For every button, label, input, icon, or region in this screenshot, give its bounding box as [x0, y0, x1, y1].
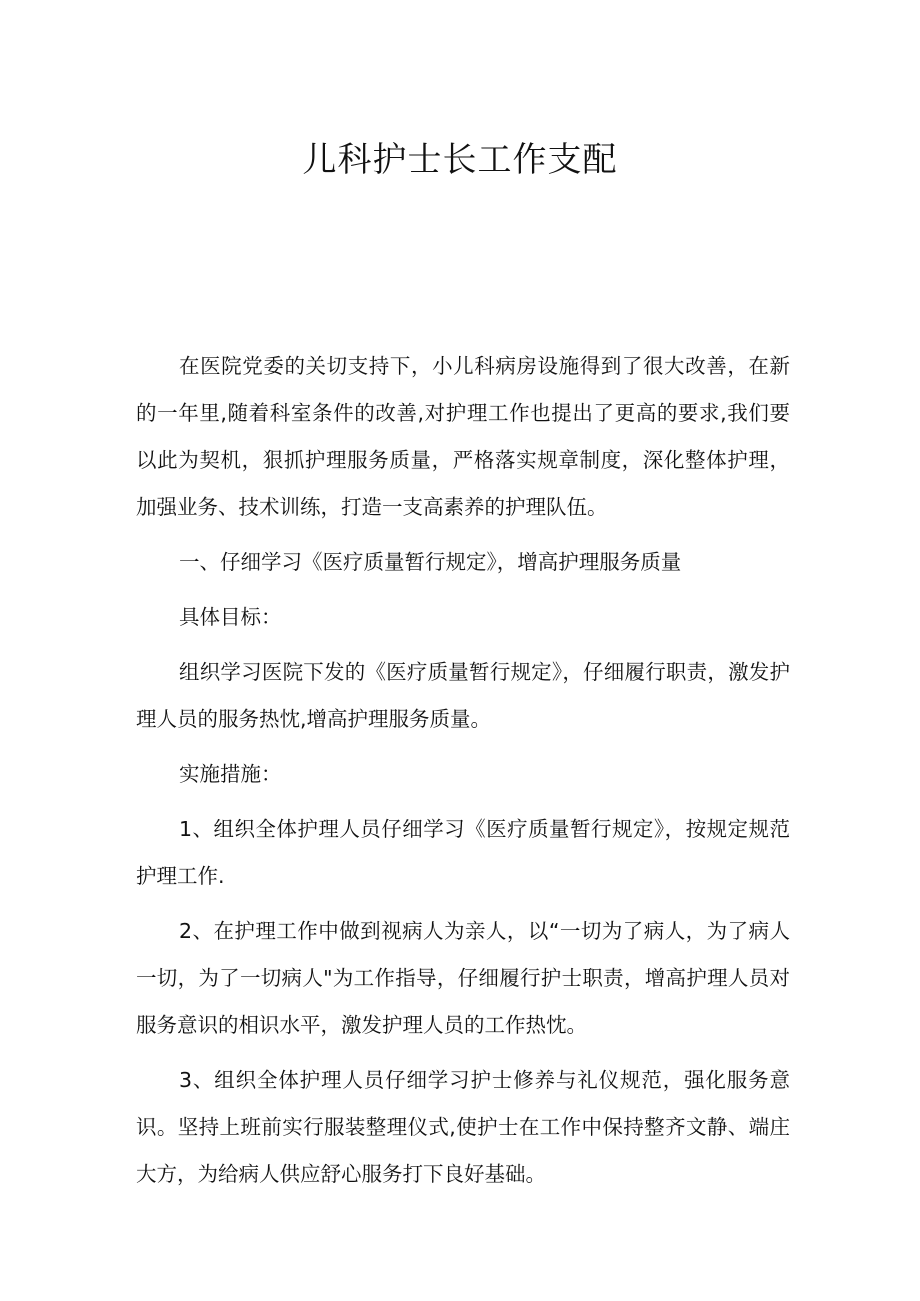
subheading-measures: 实施措施：: [179, 762, 282, 786]
measure-item-2: 2、在护理工作中做到视病人为亲人，以“一切为了病人，为了病人一切，为了一切病人"为工作指导，仔细履行护士职责，增高护理人员对服务意识的相识水平，激发护理人员的工作热忱。: [136, 919, 790, 1037]
document-title: 儿科护士长工作支配: [302, 140, 618, 180]
section-heading-1: 一、仔细学习《医疗质量暂行规定》，增高护理服务质量: [179, 550, 682, 574]
goals-paragraph: 组织学习医院下发的《医疗质量暂行规定》，仔细履行职责，激发护理人员的服务热忱,增高护理服务质量。: [136, 660, 790, 731]
measure-item-1: 1、组织全体护理人员仔细学习《医疗质量暂行规定》，按规定规范护理工作.: [136, 817, 790, 888]
subheading-goals: 具体目标：: [179, 605, 282, 629]
measure-item-3: 3、组织全体护理人员仔细学习护士修养与礼仪规范，强化服务意识。坚持上班前实行服装整理仪式,使护士在工作中保持整齐文静、端庄大方，为给病人供应舒心服务打下良好基础。: [136, 1068, 790, 1186]
document-body: [136, 343, 790, 1198]
intro-paragraph: 在医院党委的关切支持下，小儿科病房设施得到了很大改善，在新的一年里,随着科室条件的改善,对护理工作也提出了更高的要求,我们要以此为契机，狠抓护理服务质量，严格落实规章制度，深化整体护理，加强业务、技术训练，打造一支高素养的护理队伍。: [136, 354, 790, 519]
